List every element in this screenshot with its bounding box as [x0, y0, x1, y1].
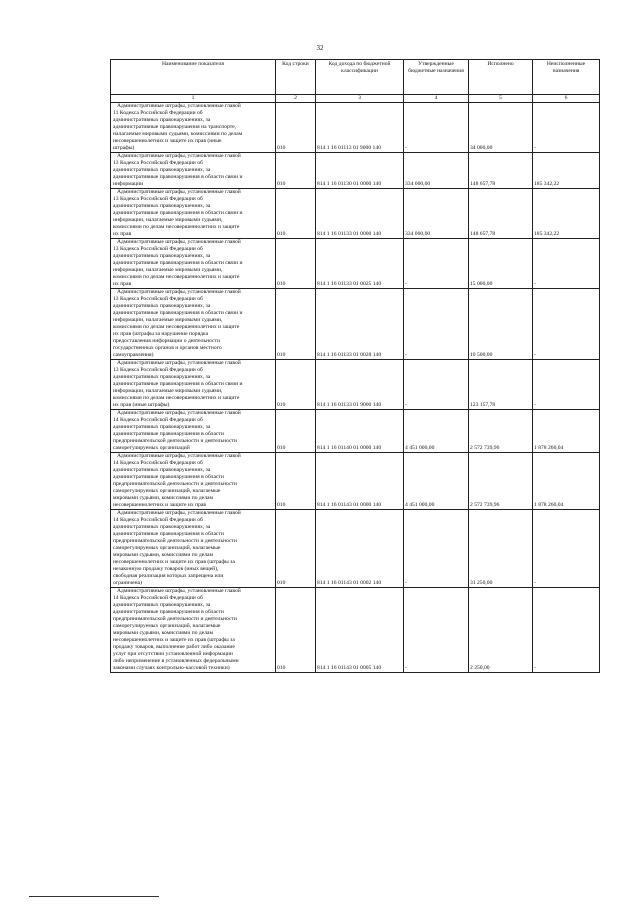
- indicator-name-line: государственных органов и органов местного: [113, 345, 222, 351]
- executed-cell: 2 572 739,96: [469, 453, 533, 510]
- approved-cell: -: [404, 103, 469, 153]
- indicator-name-line: Административные штрафы, установленные главой: [117, 289, 241, 295]
- indicator-name-line: свободная реализация которых запрещена или: [113, 573, 224, 579]
- column-number: 6: [533, 95, 600, 103]
- indicator-name-line: комиссиями по делам несовершеннолетних и защите: [113, 274, 240, 280]
- header-income-code: Код дохода по бюджетной классификации: [316, 60, 404, 95]
- indicator-name-line: незаконную продажу товаров (иных вещей),: [113, 566, 219, 572]
- income-code-cell: 814 1 16 01143 01 0000 140: [316, 453, 404, 510]
- indicator-name-cell: [111, 103, 276, 153]
- approved-cell: 334 000,00: [404, 153, 469, 189]
- line-code-cell: 010: [276, 103, 316, 153]
- indicator-name-line: Административные штрафы, установленные главой: [117, 153, 241, 159]
- approved-cell: -: [404, 289, 469, 360]
- indicator-name-line: административных правонарушениях, за: [113, 467, 211, 473]
- indicator-name-line: несовершеннолетних и защите их прав (штрафы за: [113, 637, 235, 643]
- line-code-cell: 010: [276, 239, 316, 289]
- indicator-name-line: информации, налагаемые мировыми судьями,: [113, 317, 223, 323]
- report-table: [110, 59, 600, 673]
- unexecuted-cell: -: [533, 588, 600, 673]
- indicator-name-line: административные правонарушения в области: [113, 474, 224, 480]
- line-code-cell: 010: [276, 588, 316, 673]
- indicator-name-line: административные правонарушения в области связи и: [113, 210, 243, 216]
- column-number: 2: [276, 95, 316, 103]
- executed-cell: 34 000,00: [469, 103, 533, 153]
- indicator-name-line: административных правонарушениях, за: [113, 602, 211, 608]
- header-indicator-name: Наименование показателя: [111, 60, 276, 95]
- indicator-name-line: их прав: [113, 231, 132, 237]
- line-code-cell: 010: [276, 453, 316, 510]
- approved-cell: -: [404, 360, 469, 410]
- column-number: 3: [316, 95, 404, 103]
- indicator-name-line: мировыми судьями, комиссиями по делам: [113, 630, 214, 636]
- indicator-name-line: их прав (штрафы за нарушение порядка: [113, 331, 209, 337]
- income-code-cell: 814 1 16 01133 01 0025 140: [316, 239, 404, 289]
- table-row: [111, 410, 600, 453]
- indicator-name-cell: [111, 289, 276, 360]
- indicator-name-cell: [111, 510, 276, 588]
- indicator-name-line: 13 Кодекса Российской Федерации об: [113, 367, 203, 373]
- indicator-name-line: комиссиями по делам несовершеннолетних и защите: [113, 324, 240, 330]
- indicator-name-line: административные правонарушения в области связи и: [113, 174, 243, 180]
- approved-cell: 4 451 000,00: [404, 410, 469, 453]
- line-code-cell: 010: [276, 289, 316, 360]
- indicator-name-cell: [111, 410, 276, 453]
- table-row: [111, 239, 600, 289]
- column-number-row: [111, 95, 600, 103]
- indicator-name-line: 13 Кодекса Российской Федерации об: [113, 160, 203, 166]
- indicator-name-line: самоуправления): [113, 352, 154, 358]
- indicator-name-line: административные правонарушения в области: [113, 609, 224, 615]
- indicator-name-line: 14 Кодекса Российской Федерации об: [113, 460, 203, 466]
- unexecuted-cell: 185 342,22: [533, 189, 600, 239]
- executed-cell: 15 000,00: [469, 239, 533, 289]
- executed-cell: 148 657,78: [469, 153, 533, 189]
- indicator-name-line: информации, налагаемые мировыми судьями,: [113, 388, 223, 394]
- indicator-name-line: продажу товаров, выполнение работ либо оказание: [113, 644, 235, 650]
- indicator-name-line: Административные штрафы, установленные главой: [117, 360, 241, 366]
- indicator-name-cell: [111, 189, 276, 239]
- indicator-name-line: несовершеннолетних и защите их прав (штрафы за: [113, 559, 235, 565]
- page-number: 32: [316, 44, 324, 52]
- column-number: 5: [469, 95, 533, 103]
- indicator-name-line: Административные штрафы, установленные главой: [117, 189, 241, 195]
- line-code-cell: 010: [276, 510, 316, 588]
- indicator-name-line: предпринимательской деятельности и деятельности: [113, 438, 237, 444]
- indicator-name-cell: [111, 588, 276, 673]
- table-row: [111, 453, 600, 510]
- table-row: [111, 588, 600, 673]
- indicator-name-line: 13 Кодекса Российской Федерации об: [113, 196, 203, 202]
- executed-cell: 31 250,00: [469, 510, 533, 588]
- indicator-name-line: ограничена): [113, 580, 142, 586]
- indicator-name-line: 11 Кодекса Российской Федерации об: [113, 110, 203, 116]
- unexecuted-cell: 185 342,22: [533, 153, 600, 189]
- income-code-cell: 814 1 16 01130 01 0000 140: [316, 153, 404, 189]
- indicator-name-line: административных правонарушениях, за: [113, 203, 211, 209]
- income-code-cell: 814 1 16 01113 01 9000 140: [316, 103, 404, 153]
- approved-cell: -: [404, 588, 469, 673]
- income-code-cell: 814 1 16 01143 01 0002 140: [316, 510, 404, 588]
- unexecuted-cell: -: [533, 289, 600, 360]
- indicator-name-line: Административные штрафы, установленные главой: [117, 453, 241, 459]
- income-code-cell: 814 1 16 01140 01 0000 140: [316, 410, 404, 453]
- indicator-name-line: предпринимательской деятельности и деятельности: [113, 616, 237, 622]
- income-code-cell: 814 1 16 01143 01 0005 140: [316, 588, 404, 673]
- header-unexecuted: Неисполненные назначения: [533, 60, 600, 95]
- indicator-name-cell: [111, 153, 276, 189]
- unexecuted-cell: -: [533, 239, 600, 289]
- indicator-name-line: Административные штрафы, установленные главой: [117, 588, 241, 594]
- indicator-name-line: 14 Кодекса Российской Федерации об: [113, 595, 203, 601]
- indicator-name-line: Административные штрафы, установленные главой: [117, 103, 241, 109]
- executed-cell: 10 500,00: [469, 289, 533, 360]
- indicator-name-line: Административные штрафы, установленные главой: [117, 410, 241, 416]
- footnote-divider: [29, 896, 159, 897]
- indicator-name-line: их прав (иные штрафы): [113, 402, 170, 408]
- indicator-name-line: административных правонарушениях, за: [113, 524, 211, 530]
- indicator-name-line: мировыми судьями, комиссиями по делам: [113, 495, 214, 501]
- indicator-name-line: предоставления информации о деятельности: [113, 338, 220, 344]
- indicator-name-line: административные правонарушения в области связи и: [113, 381, 243, 387]
- income-code-cell: 814 1 16 01133 01 0028 140: [316, 289, 404, 360]
- indicator-name-line: несовершеннолетних и защите их прав (иные: [113, 138, 222, 144]
- indicator-name-line: административных правонарушениях, за: [113, 374, 211, 380]
- indicator-name-line: административные правонарушения в области связи и: [113, 260, 243, 266]
- approved-cell: -: [404, 239, 469, 289]
- indicator-name-line: информации, налагаемые мировыми судьями,: [113, 217, 223, 223]
- approved-cell: 4 451 000,00: [404, 453, 469, 510]
- table-header-row: [111, 60, 600, 95]
- indicator-name-line: административные правонарушения на транспорте,: [113, 124, 237, 130]
- indicator-name-cell: [111, 239, 276, 289]
- indicator-name-line: комиссиями по делам несовершеннолетних и защите: [113, 224, 240, 230]
- indicator-name-line: 14 Кодекса Российской Федерации об: [113, 517, 203, 523]
- indicator-name-line: Административные штрафы, установленные главой: [117, 239, 241, 245]
- line-code-cell: 010: [276, 360, 316, 410]
- indicator-name-line: либо неприменение в установленных федеральными: [113, 658, 239, 664]
- indicator-name-line: административных правонарушениях, за: [113, 253, 211, 259]
- header-executed: Исполнено: [469, 60, 533, 95]
- indicator-name-line: административных правонарушениях, за: [113, 167, 211, 173]
- column-number: 1: [111, 95, 276, 103]
- income-code-cell: 814 1 16 01133 01 9000 140: [316, 360, 404, 410]
- indicator-name-line: информации: [113, 181, 144, 187]
- indicator-name-line: предпринимательской деятельности и деятельности: [113, 481, 237, 487]
- indicator-name-line: административных правонарушениях, за: [113, 303, 211, 309]
- indicator-name-line: законами случаях контрольно-кассовой техники): [113, 665, 230, 671]
- income-code-cell: 814 1 16 01133 01 0000 140: [316, 189, 404, 239]
- unexecuted-cell: 1 878 260,04: [533, 453, 600, 510]
- line-code-cell: 010: [276, 189, 316, 239]
- indicator-name-line: саморегулируемых организаций, налагаемые: [113, 488, 221, 494]
- table-row: [111, 360, 600, 410]
- indicator-name-line: предпринимательской деятельности и деятельности: [113, 538, 237, 544]
- indicator-name-line: административные правонарушения в области: [113, 531, 224, 537]
- executed-cell: 2 572 739,96: [469, 410, 533, 453]
- unexecuted-cell: -: [533, 103, 600, 153]
- indicator-name-line: комиссиями по делам несовершеннолетних и защите: [113, 395, 240, 401]
- indicator-name-line: Административные штрафы, установленные главой: [117, 510, 241, 516]
- indicator-name-line: штрафы): [113, 145, 135, 151]
- indicator-name-line: информации, налагаемые мировыми судьями,: [113, 267, 223, 273]
- line-code-cell: 010: [276, 410, 316, 453]
- indicator-name-line: административных правонарушениях, за: [113, 117, 211, 123]
- approved-cell: -: [404, 510, 469, 588]
- indicator-name-cell: [111, 453, 276, 510]
- indicator-name-line: административных правонарушениях, за: [113, 424, 211, 430]
- executed-cell: 148 657,78: [469, 189, 533, 239]
- indicator-name-line: несовершеннолетних и защите их прав: [113, 502, 206, 508]
- table-row: [111, 510, 600, 588]
- executed-cell: 2 250,00: [469, 588, 533, 673]
- indicator-name-line: 14 Кодекса Российской Федерации об: [113, 417, 203, 423]
- approved-cell: 334 000,00: [404, 189, 469, 239]
- indicator-name-line: саморегулируемых организаций, налагаемые: [113, 545, 221, 551]
- indicator-name-line: саморегулируемых организаций: [113, 445, 190, 451]
- unexecuted-cell: 1 878 260,04: [533, 410, 600, 453]
- indicator-name-line: административные правонарушения в области: [113, 431, 224, 437]
- unexecuted-cell: -: [533, 360, 600, 410]
- table-row: [111, 103, 600, 153]
- unexecuted-cell: -: [533, 510, 600, 588]
- executed-cell: 123 157,78: [469, 360, 533, 410]
- indicator-name-line: налагаемые мировыми судьями, комиссиями по делам: [113, 131, 243, 137]
- header-approved: Утвержденные бюджетные назначения: [404, 60, 469, 95]
- indicator-name-line: услуг при отсутствии установленной информации: [113, 651, 233, 657]
- indicator-name-line: 13 Кодекса Российской Федерации об: [113, 246, 203, 252]
- column-number: 4: [404, 95, 469, 103]
- indicator-name-line: их прав: [113, 281, 132, 287]
- line-code-cell: 010: [276, 153, 316, 189]
- table-row: [111, 289, 600, 360]
- report-body: [111, 103, 600, 673]
- header-line-code: Код строки: [276, 60, 316, 95]
- indicator-name-cell: [111, 360, 276, 410]
- indicator-name-line: административные правонарушения в области связи и: [113, 310, 243, 316]
- indicator-name-line: мировыми судьями, комиссиями по делам: [113, 552, 214, 558]
- indicator-name-line: 13 Кодекса Российской Федерации об: [113, 296, 203, 302]
- table-row: [111, 153, 600, 189]
- table-row: [111, 189, 600, 239]
- indicator-name-line: саморегулируемых организаций, налагаемые: [113, 623, 221, 629]
